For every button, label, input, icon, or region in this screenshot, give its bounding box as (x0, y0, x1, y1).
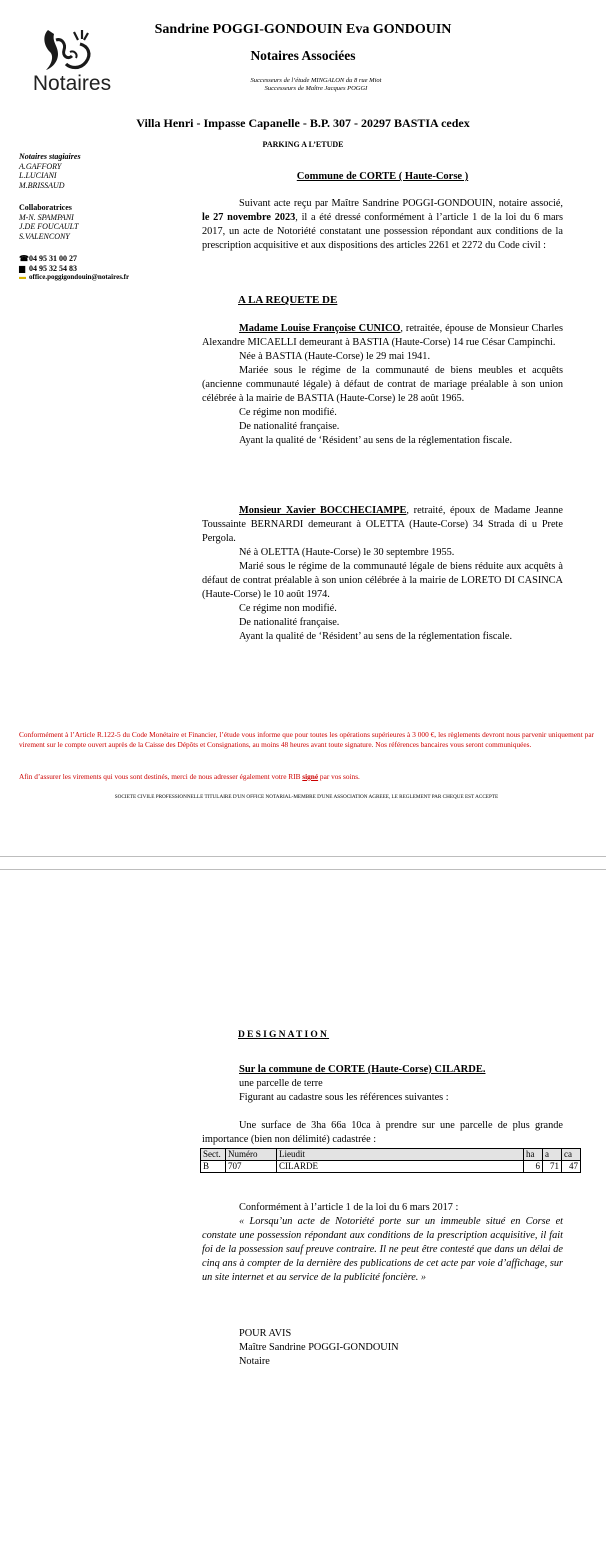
table-header-row (201, 1149, 581, 1161)
intro-text: , il a été dressé conformément à l’article 1 de la loi du 6 mars 2017, un acte de Notoriété constatant une possession répondant aux conditions de la prescription acquisitive et aux dispositions des articles 2261 et 2272 du Code civil : (202, 212, 563, 251)
envelope-icon: ▬ (19, 273, 26, 281)
intro-paragraph (202, 197, 563, 253)
marianne-logo-icon (22, 26, 122, 76)
designation-cadastre: Figurant au cadastre sous les références suivantes : (239, 1092, 449, 1103)
page-break-line (0, 856, 606, 857)
successor-line: Successeurs de Maître Jacques POGGI (264, 85, 368, 92)
party-2-regime: Ce régime non modifié. (239, 603, 337, 614)
party-2-married: Marié sous le régime de la communauté légale de biens réduite aux acquêts à défaut de contrat préalable à son union célébrée à la mairie de LORETO DI CASINCA (Haute-Corse) le 10 août 1974. (202, 561, 563, 600)
table-cell: CILARDE (277, 1161, 524, 1173)
party-1-regime: Ce régime non modifié. (239, 407, 337, 418)
party-1-married: Mariée sous le régime de la communauté de biens meubles et acquêts (ancienne communauté légale) à défaut de contrat de mariage préalable à son union célébrée à la mairie de BASTIA (Haute-Corse) le 28 août 1965. (202, 365, 563, 404)
col-header: Numéro (226, 1149, 277, 1161)
commune-title: Commune de CORTE ( Haute-Corse ) (296, 171, 469, 182)
designation-surface: Une surface de 3ha 66a 10ca à prendre sur une parcelle de plus grande importance (bien non délimité) cadastrée : (202, 1120, 563, 1145)
table-cell: 71 (543, 1161, 562, 1173)
scp-statement: SOCIETE CIVILE PROFESSIONNELLE TITULAIRE D'UN OFFICE NOTARIAL-MEMBRE D'UNE ASSOCIATION AGREEE, LE REGLEMENT PAR CHEQUE EST ACCEPTE (114, 794, 499, 800)
phone-icon: ☎ (19, 254, 29, 263)
association-title: Notaires Associées (250, 48, 356, 63)
table-cell: 6 (524, 1161, 543, 1173)
rib-notice: Afin d’assurer les virements qui vous sont destinés, merci de nous adresser également votre RIB signé par vos soins. (19, 772, 360, 781)
fax-number: 04 95 32 54 83 (29, 263, 77, 273)
notary-names: Sandrine POGGI-GONDOUIN Eva GONDOUIN (154, 22, 452, 37)
party-2-born: Né à OLETTA (Haute-Corse) le 30 septembre 1955. (239, 547, 455, 558)
pour-avis: POUR AVIS (239, 1328, 292, 1339)
table-cell: 707 (226, 1161, 277, 1173)
party-2-nationality: De nationalité française. (239, 617, 340, 628)
stagiaire-name: A.GAFFORY (19, 161, 62, 171)
table-cell: B (201, 1161, 226, 1173)
parking-note: PARKING A L’ETUDE (262, 140, 344, 149)
col-header: a (543, 1149, 562, 1161)
email-address[interactable]: office.poggigondouin@notaires.fr (29, 273, 130, 281)
page-break-line (0, 869, 606, 870)
designation-block (202, 1063, 563, 1147)
col-header: Lieudit (277, 1149, 524, 1161)
designation-title: DESIGNATION (238, 1030, 330, 1040)
table-row (201, 1161, 581, 1173)
email-line (19, 273, 179, 283)
successors (200, 77, 432, 93)
law-quote: « Lorsqu’un acte de Notoriété porte sur un immeuble situé en Corse et constate une possession répondant aux conditions de la prescription acquisitive, il fait foi de la possession sauf preuve contraire. Il ne peut être contesté que dans un délai de cinq ans à compter de la dernière des publications de cet acte par voie d’affichage, sur un site internet et au service de la publicité foncière. » (202, 1216, 563, 1283)
table-cell: 47 (562, 1161, 581, 1173)
stagiaire-name: M.BRISSAUD (19, 180, 65, 190)
fax-icon: ▆ (19, 263, 26, 273)
stagiaire-name: L.LUCIANI (19, 171, 57, 180)
stagiaires-heading: Notaires stagiaires (19, 152, 81, 161)
party-2-resident: Ayant la qualité de ‘Résident’ au sens de la réglementation fiscale. (239, 631, 513, 642)
sidebar (19, 152, 179, 283)
phone-line (19, 254, 179, 264)
party-1-resident: Ayant la qualité de ‘Résident’ au sens de la réglementation fiscale. (239, 435, 513, 446)
signer-role: Notaire (239, 1356, 270, 1367)
party-2-desc: , retraité, époux de Madame Jeanne Toussainte BERNARDI demeurant à OLETTA (Haute-Corse) 34 Strada di u Prete Pergola. (202, 505, 563, 544)
collab-name: M-N. SPAMPANI (19, 212, 74, 222)
designation-parcel: une parcelle de terre (239, 1078, 323, 1089)
law-block (202, 1201, 563, 1285)
logo-wordmark: Notaires (32, 72, 112, 95)
requete-heading: A LA REQUETE DE (238, 294, 338, 306)
intro-text: Suivant acte reçu par Maître Sandrine POGGI-GONDOUIN, notaire associé, (239, 198, 563, 209)
signed-word: signé (302, 772, 319, 781)
collab-name: S.VALENCONY (19, 231, 70, 241)
law-reference: Conformément à l’article 1 de la loi du 6 mars 2017 : (239, 1202, 459, 1213)
cadastre-table (200, 1148, 581, 1173)
party-1 (202, 322, 563, 448)
party-2-name: Monsieur Xavier BOCCHECIAMPE (239, 505, 407, 516)
signer-name: Maître Sandrine POGGI-GONDOUIN (239, 1342, 399, 1353)
party-2 (202, 504, 563, 644)
phone-number: 04 95 31 00 27 (29, 254, 77, 263)
office-address: Villa Henri - Impasse Capanelle - B.P. 307 - 20297 BASTIA cedex (136, 116, 470, 130)
designation-commune: Sur la commune de CORTE (Haute-Corse) CILARDE. (239, 1064, 486, 1075)
successor-line: Successeurs de l’étude MINGALON du 8 rue Miot (250, 77, 382, 84)
payment-notice: Conformément à l’Article R.122-5 du Code Monétaire et Financier, l’étude vous informe que pour toutes les opérations supérieures à 3 000 €, les règlements devront nous parvenir uniquement par virement sur le compte ouvert auprès de la Caisse des Dépôts et Consignations, au moins 48 heures avant toute signature. Nos références bancaires vous seront communiquées. (19, 730, 594, 749)
party-1-born: Née à BASTIA (Haute-Corse) le 29 mai 1941. (239, 351, 431, 362)
signature-block (202, 1327, 563, 1369)
party-1-name: Madame Louise Françoise CUNICO (239, 323, 401, 334)
party-1-nationality: De nationalité française. (239, 421, 340, 432)
collab-heading: Collaboratrices (19, 203, 72, 212)
fax-line (19, 264, 179, 274)
collab-name: J.DE FOUCAULT (19, 222, 79, 231)
party-1-desc: , retraitée, épouse de Monsieur Charles Alexandre MICAELLI demeurant à BASTIA (Haute-Corse) 14 rue César Campinchi. (202, 323, 563, 348)
col-header: Sect. (201, 1149, 226, 1161)
col-header: ha (524, 1149, 543, 1161)
col-header: ca (562, 1149, 581, 1161)
intro-date: le 27 novembre 2023 (202, 212, 296, 223)
